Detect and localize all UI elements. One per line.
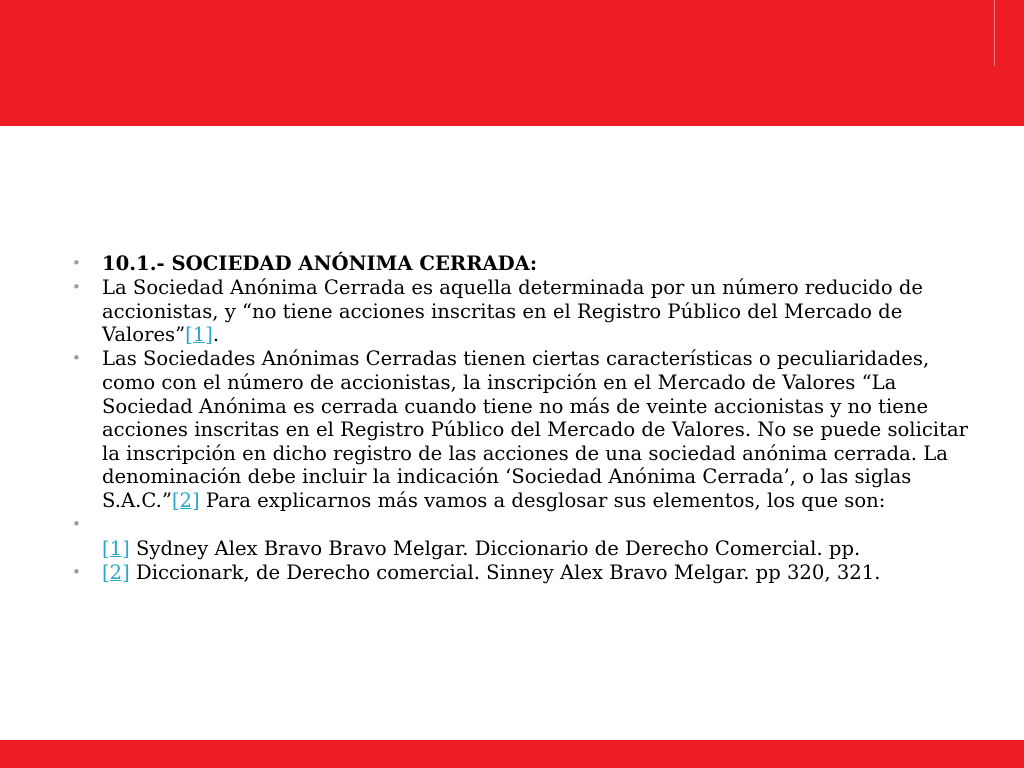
header-bar [0, 0, 1024, 126]
list-item-footnote-1 [72, 513, 972, 560]
list-item-definition [72, 276, 972, 347]
footer-bar [0, 740, 1024, 768]
footnote-2-text: Diccionark, de Derecho comercial. Sinney Alex Bravo Melgar. pp 320, 321. [129, 560, 881, 584]
footnote-ref-link-1[interactable]: [1] [185, 323, 213, 347]
header-divider [994, 0, 995, 66]
footnote-ref-link-2[interactable]: [2] [171, 488, 200, 512]
definition-text: La Sociedad Anónima Cerrada es aquella determinada por un número reducido de accionistas, y “no tiene acciones inscritas en el Registro Público del Mercado de Valores” [102, 276, 923, 347]
bullet-icon: • [72, 278, 81, 297]
list-item-footnote-2 [72, 561, 972, 585]
bullet-icon: • [72, 254, 81, 272]
list-item-heading [72, 252, 972, 276]
bullet-icon: • [72, 562, 81, 581]
footnote-1-link[interactable]: [1] [102, 536, 130, 560]
section-heading: 10.1.- SOCIEDAD ANÓNIMA CERRADA: [102, 252, 538, 275]
bullet-icon: • [72, 349, 81, 368]
characteristics-tail: Para explicarnos más vamos a desglosar sus elementos, los que son: [199, 488, 886, 512]
slide-body [72, 252, 972, 585]
bullet-icon: • [72, 515, 81, 534]
definition-tail: . [212, 323, 220, 347]
characteristics-text: Las Sociedades Anónimas Cerradas tienen ciertas características o peculiaridades, como con el número de accionistas, la inscripción en el Mercado de Valores “La Sociedad Anónima es cerrada cuando tiene no más de veinte accionistas y no tiene acciones inscritas en el Registro Público del Mercado de Valores. No se puede solicitar la inscripción en dicho registro de las acciones de una sociedad anónima cerrada. La denominación debe incluir la indicación ‘Sociedad Anónima Cerrada’, o las siglas S.A.C.” [102, 347, 968, 512]
footnote-1-text: Sydney Alex Bravo Bravo Melgar. Diccionario de Derecho Comercial. pp. [129, 536, 861, 560]
blank-line [102, 513, 972, 537]
footnote-2-link[interactable]: [2] [102, 560, 130, 584]
list-item-characteristics [72, 347, 972, 512]
